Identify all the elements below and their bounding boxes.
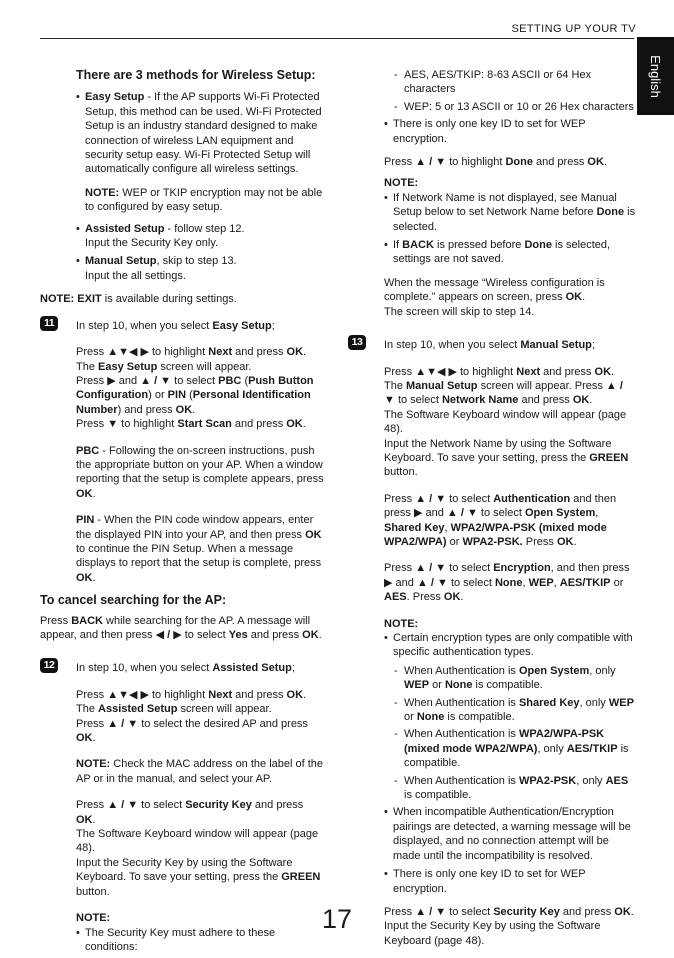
step-13 — [348, 338, 636, 948]
step-13-encryption: Press ▲ / ▼ to select Encryption, and then press ▶ and ▲ / ▼ to select None, WEP, AES/TKIP or AES. Press OK. — [384, 562, 630, 604]
right-arrow-icon: ▶ — [107, 374, 116, 387]
up-down-arrow-icon: ▲ / ▼ — [446, 507, 478, 520]
compat-wpa2-wpa-psk: - When Authentication is WPA2/WPA-PSK (mixed mode WPA2/WPA), only AES/TKIP is compatible. — [394, 727, 636, 770]
language-tab-label: English — [648, 54, 664, 98]
done-note-1: • If Network Name is not displayed, see Manual Setup below to set Network Name before Done is selected. — [384, 191, 636, 234]
up-down-arrow-icon: ▲ / ▼ — [140, 374, 172, 387]
step-12-note2-label: NOTE: — [76, 912, 111, 925]
done-note-label: NOTE: — [384, 177, 419, 190]
step-13-note-3: • There is only one key ID to set for WEP encryption. — [384, 867, 636, 896]
cancel-text: Press BACK while searching for the AP. A message will appear, and then press ◀ / ▶ to select Yes and press OK. — [40, 614, 322, 641]
header-rule — [40, 38, 634, 39]
condition-wep: - WEP: 5 or 13 ASCII or 10 or 26 Hex characters — [394, 100, 636, 114]
step-13-intro: In step 10, when you select Manual Setup; — [384, 339, 595, 352]
manual-setup-item: • Manual Setup, skip to step 13. Input the all settings. — [76, 254, 325, 283]
up-down-arrow-icon: ▲ / ▼ — [107, 717, 139, 730]
left-column — [40, 68, 325, 958]
step-11 — [40, 316, 325, 586]
done-note-2: • If BACK is pressed before Done is selected, settings are not saved. — [384, 238, 636, 267]
step-12-badge: 12 — [40, 658, 58, 673]
step-12-security-key: Press ▲ / ▼ to select Security Key and press OK. The Software Keyboard window will appear (page 48). Input the Security Key by using the Software Keyboard. To save your setting, press the GREEN button. — [76, 799, 321, 898]
arrow-keys-icon: ▲▼◀ ▶ — [107, 688, 149, 701]
condition-aes: - AES, AES/TKIP: 8-63 ASCII or 64 Hex characters — [394, 68, 636, 97]
arrow-keys-icon: ▲▼◀ ▶ — [107, 346, 149, 359]
step-13-note-label: NOTE: — [384, 617, 419, 630]
down-arrow-icon: ▼ — [107, 418, 119, 431]
step-12-note: NOTE: Check the MAC address on the label of the AP or in the manual, and select your AP. — [76, 758, 324, 785]
cancel-heading: To cancel searching for the AP: — [40, 593, 227, 608]
step-11-intro: In step 10, when you select Easy Setup; — [76, 319, 275, 332]
step-11-instructions: Press ▲▼◀ ▶ to highlight Next and press OK. The Easy Setup screen will appear. Press ▶ and ▲ / ▼ to select PBC (Push Button Configuration) or PIN (Personal Identification Number) and press OK. Press ▼ to highlight Start Scan and press OK. — [76, 346, 314, 431]
easy-setup-item: • Easy Setup - If the AP supports Wi-Fi Protected Setup, this method can be used. Wi-Fi Protected Setup is an industry standard designed to make connection of wireless LAN equipment and security setup easy. Wi-Fi Protected Setup will automatically configure all wireless settings. — [76, 90, 325, 176]
condition-key-id: • There is only one key ID to set for WEP encryption. — [384, 117, 636, 146]
up-down-arrow-icon: ▲ / ▼ — [415, 562, 447, 575]
up-down-arrow-icon: ▲ / ▼ — [415, 156, 447, 169]
step-13-instructions: Press ▲▼◀ ▶ to highlight Next and press OK. The Manual Setup screen will appear. Press ▲ / ▼ to select Network Name and press OK. The Software Keyboard window will appear (page 48). Input the Network Name by using the Software Keyboard. To save your setting, press the GREEN button. — [384, 365, 629, 479]
right-column — [348, 68, 636, 955]
done-instruction: Press ▲ / ▼ to highlight Done and press OK. — [384, 156, 607, 169]
up-down-arrow-icon: ▲ / ▼ — [415, 905, 447, 918]
note-exit: NOTE: EXIT is available during settings. — [40, 293, 237, 306]
complete-message: When the message “Wireless configuration is complete.” appears on screen, press OK. The screen will skip to step 14. — [384, 276, 605, 318]
compat-shared-key: - When Authentication is Shared Key, only WEP or None is compatible. — [394, 696, 636, 725]
step-12-intro: In step 10, when you select Assisted Setup; — [76, 662, 295, 675]
compat-open-system: - When Authentication is Open System, only WEP or None is compatible. — [394, 664, 636, 693]
up-down-arrow-icon: ▲ / ▼ — [107, 799, 139, 812]
step-13-badge: 13 — [348, 335, 366, 350]
up-down-arrow-icon: ▲ / ▼ — [415, 492, 447, 505]
right-arrow-icon: ▶ — [384, 576, 393, 589]
up-down-arrow-icon: ▲ / ▼ — [416, 576, 448, 589]
step-13-authentication: Press ▲ / ▼ to select Authentication and then press ▶ and ▲ / ▼ to select Open System, Shared Key, WPA2/WPA-PSK (mixed mode WPA2/WPA) or WPA2-PSK. Press OK. — [384, 492, 617, 548]
section-header: SETTING UP YOUR TV — [511, 23, 636, 35]
language-tab — [637, 37, 674, 115]
pin-description: PIN - When the PIN code window appears, enter the displayed PIN into your AP, and then press OK to continue the PIN Setup. When a message displays to report that the setup is complete, press OK. — [76, 514, 322, 584]
step-12-note2-item: • The Security Key must adhere to these conditions: — [76, 926, 325, 955]
step-11-badge: 11 — [40, 316, 58, 331]
page-number: 17 — [321, 904, 353, 934]
up-down-arrow-icon: ▲ / ▼ — [384, 379, 623, 407]
assisted-setup-item: • Assisted Setup - follow step 12. Input the Security Key only. — [76, 222, 325, 251]
step-13-security-key: Press ▲ / ▼ to select Security Key and press OK. Input the Security Key by using the Software Keyboard (page 48). — [384, 905, 634, 947]
step-12-instructions: Press ▲▼◀ ▶ to highlight Next and press OK. The Assisted Setup screen will appear. Press ▲ / ▼ to select the desired AP and press OK. — [76, 688, 308, 745]
methods-heading: There are 3 methods for Wireless Setup: — [76, 68, 316, 82]
methods-block — [76, 68, 325, 283]
pbc-description: PBC - Following the on-screen instructions, push the appropriate button on your AP. When a window reporting that the setup is complete appears, press OK. — [76, 444, 324, 500]
right-arrow-icon: ▶ — [413, 507, 423, 520]
step-13-note-1: • Certain encryption types are only compatible with specific authentication types. — [384, 631, 636, 660]
easy-setup-note: NOTE: WEP or TKIP encryption may not be able to configured by easy setup. — [85, 186, 323, 214]
left-right-arrow-icon: ◀ / ▶ — [155, 629, 182, 641]
arrow-keys-icon: ▲▼◀ ▶ — [415, 365, 457, 378]
step-13-note-2: • When incompatible Authentication/Encryption pairings are detected, a warning message will be displayed, and no connection attempt will be made until the incompatibility is resolved. — [384, 805, 636, 863]
compat-wpa2-psk: - When Authentication is WPA2-PSK, only AES is compatible. — [394, 774, 636, 803]
